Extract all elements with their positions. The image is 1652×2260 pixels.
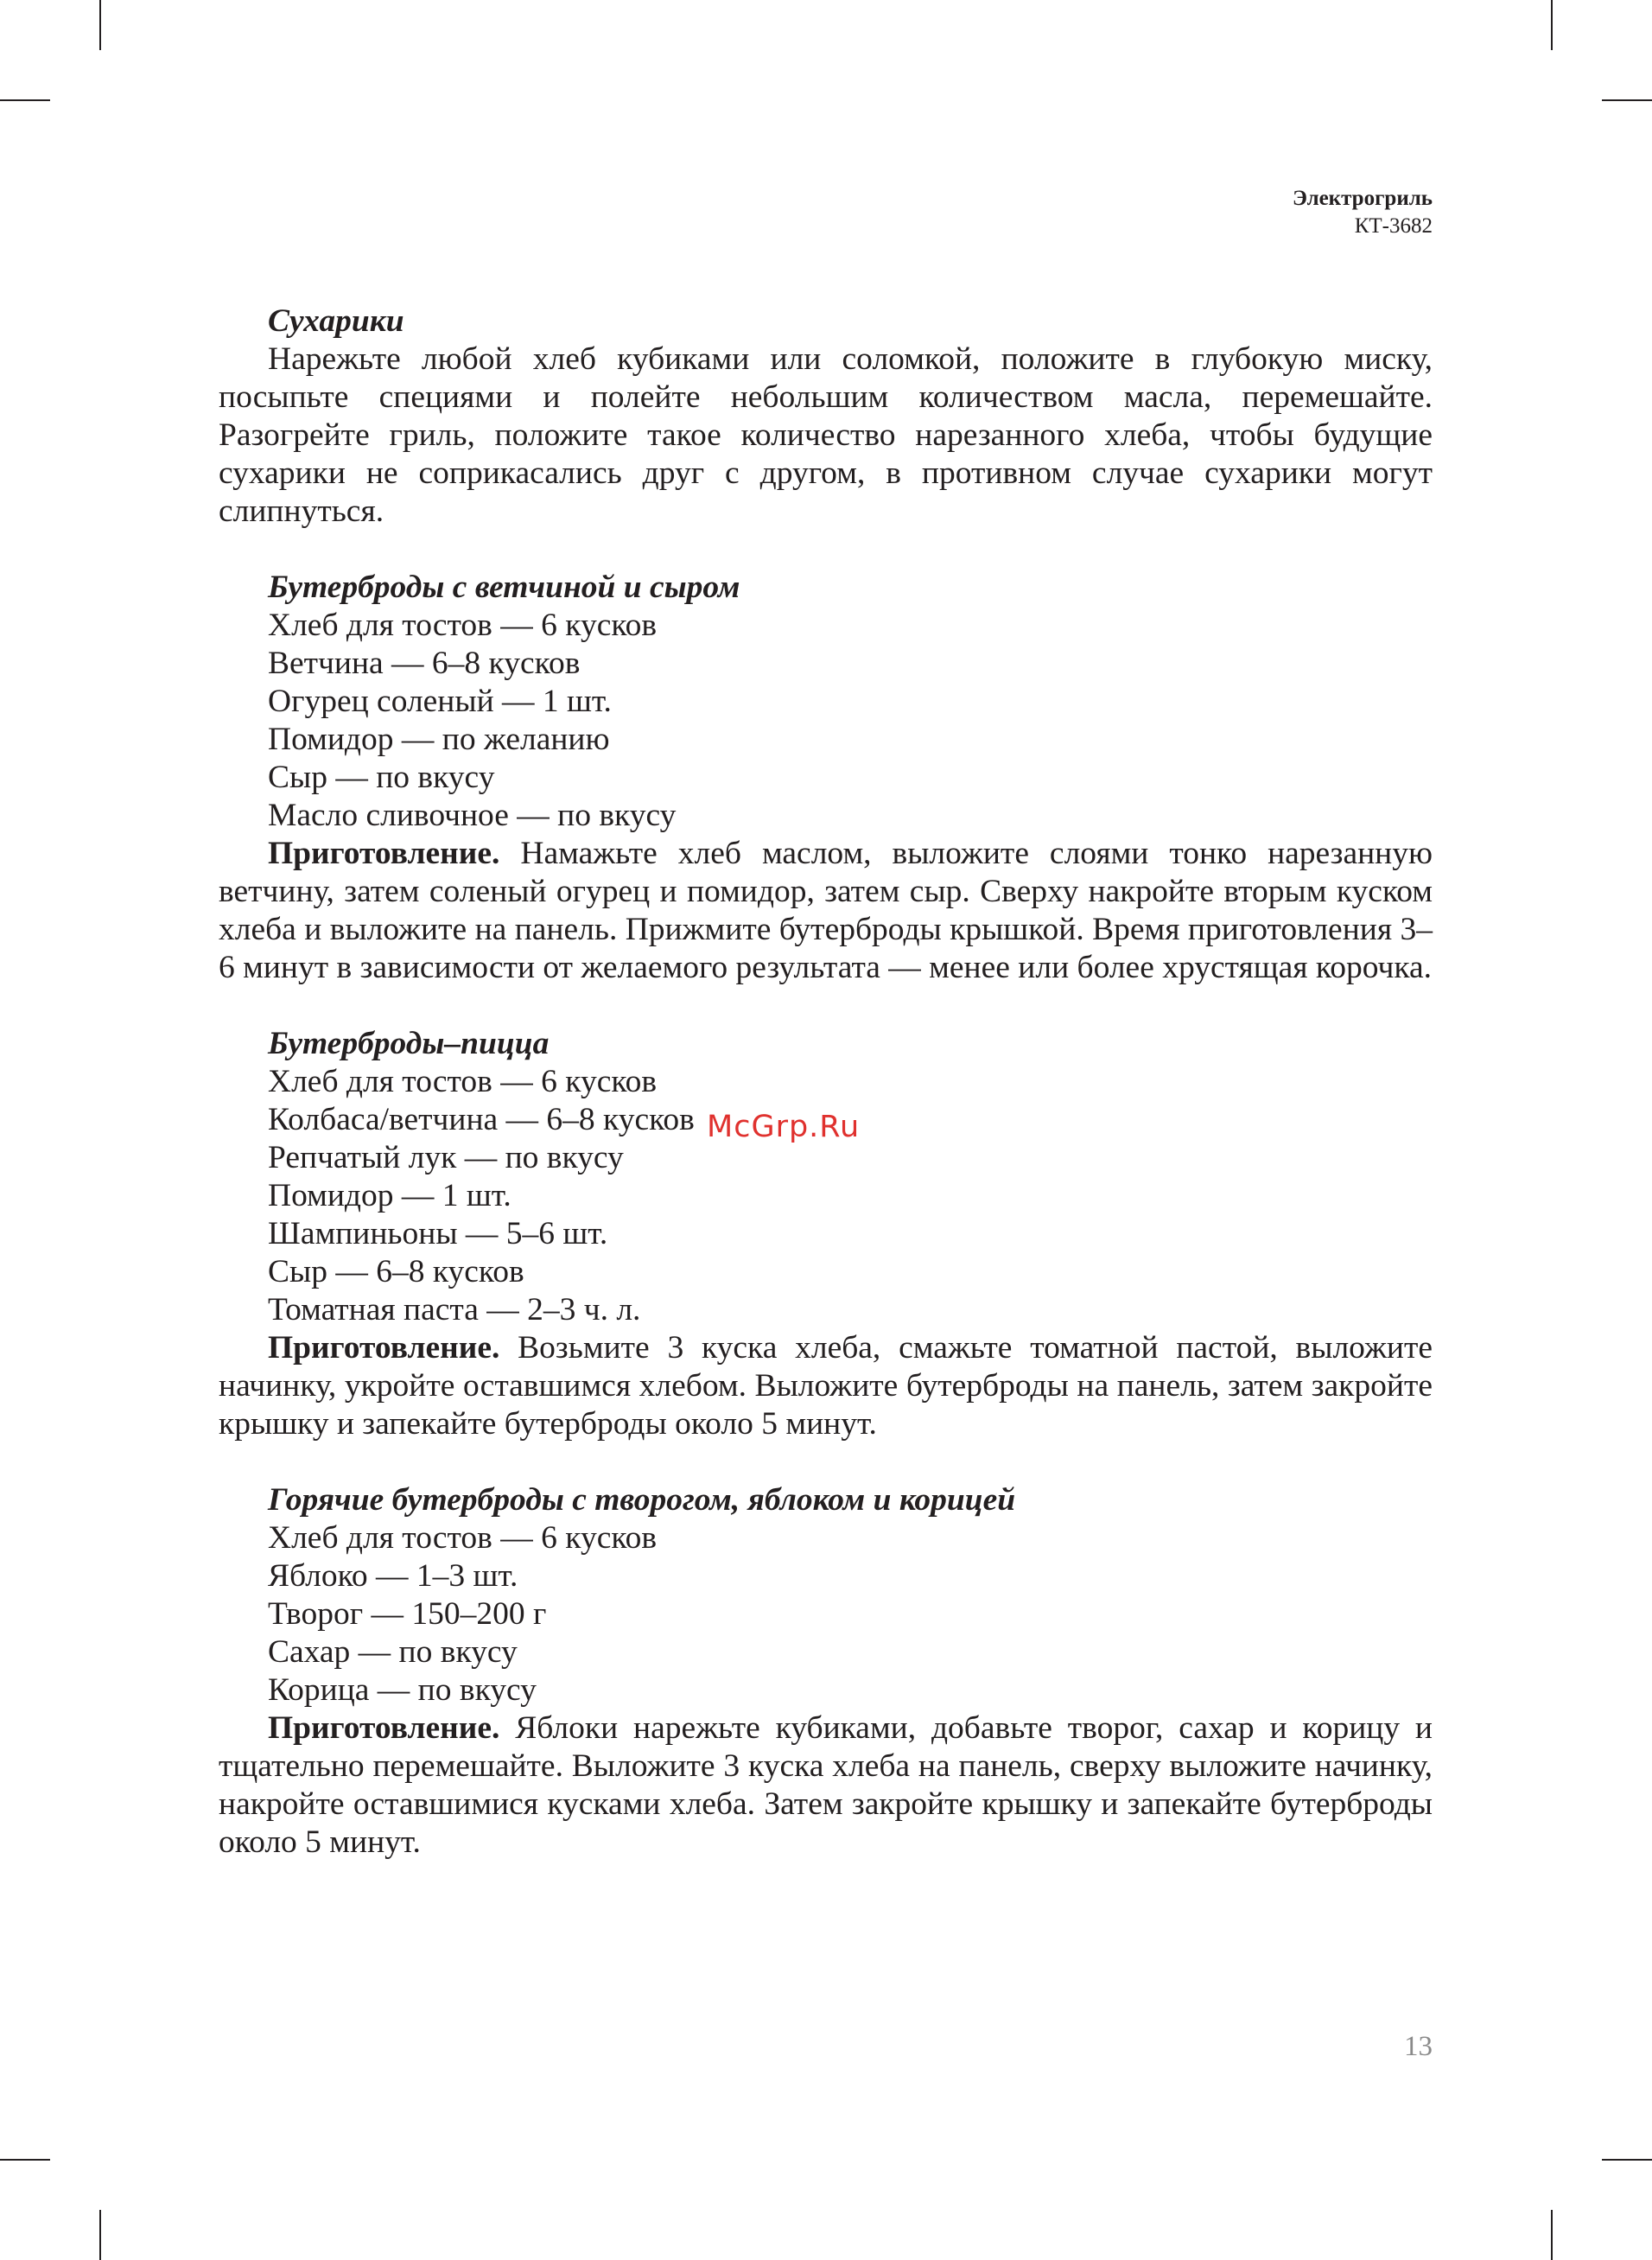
- ingredient-item: Творог — 150–200 г: [268, 1596, 547, 1632]
- ingredient-item: Помидор — 1 шт.: [268, 1178, 511, 1213]
- recipe-title: Горячие бутерброды с творогом, яблоком и корицей: [268, 1482, 1016, 1518]
- ingredient-list: [219, 1063, 1433, 1329]
- page-number: 13: [1404, 2031, 1433, 2062]
- recipe-title: Бутерброды с ветчиной и сыром: [268, 570, 740, 605]
- recipe-hot-cottage-cheese-sandwiches: [219, 1481, 1433, 1862]
- header-model: КТ-3682: [1354, 214, 1433, 238]
- ingredient-item: Хлеб для тостов — 6 кусков: [268, 608, 658, 643]
- ingredient-item: Огурец соленый — 1 шт.: [268, 684, 612, 719]
- ingredient-item: Сыр — по вкусу: [268, 760, 495, 795]
- ingredient-list: [219, 1519, 1433, 1709]
- preparation-body: Возьмите 3 куска хлеба, смажьте томатной пастой, выложите начинку, укройте оставшимся хлебом. Выложите бутерброды на панель, затем закройте крышку и запекайте бутерброды около 5 минут.: [219, 1330, 1433, 1442]
- crop-mark: [1551, 0, 1553, 50]
- ingredient-item: Колбаса/ветчина — 6–8 кусков: [268, 1102, 695, 1137]
- ingredient-item: Сахар — по вкусу: [268, 1634, 518, 1670]
- ingredient-list: [219, 607, 1433, 835]
- running-header: [1293, 185, 1433, 240]
- preparation-text: [219, 835, 1433, 987]
- preparation-label: Приготовление.: [268, 1330, 500, 1366]
- ingredient-item: Масло сливочное — по вкусу: [268, 798, 677, 833]
- header-title: Электрогриль: [1292, 187, 1433, 210]
- page-content: [219, 302, 1433, 1900]
- ingredient-item: Хлеб для тостов — 6 кусков: [268, 1520, 658, 1556]
- preparation-body: Намажьте хлеб маслом, выложите слоями тонко нарезанную ветчину, затем соленый огурец и помидор, затем сыр. Сверху накройте вторым куском хлеба и выложите на панель. Прижмите бутерброды крышкой. Время приготовления 3–6 минут в зависимости от желаемого результата — менее или более хрустящая корочка.: [219, 836, 1433, 985]
- ingredient-item: Хлеб для тостов — 6 кусков: [268, 1064, 658, 1099]
- crop-mark: [1551, 2210, 1553, 2260]
- ingredient-item: Яблоко — 1–3 шт.: [268, 1558, 518, 1594]
- recipe-croutons: [219, 302, 1433, 531]
- preparation-label: Приготовление.: [268, 836, 500, 871]
- ingredient-item: Томатная паста — 2–3 ч. л.: [268, 1292, 641, 1327]
- recipe-title: Бутерброды–пицца: [268, 1026, 550, 1061]
- recipe-pizza-sandwiches: [219, 1025, 1433, 1443]
- ingredient-item: Репчатый лук — по вкусу: [268, 1140, 624, 1175]
- recipe-ham-cheese-sandwiches: [219, 569, 1433, 987]
- ingredient-item: Помидор — по желанию: [268, 722, 610, 757]
- ingredient-item: Шампиньоны — 5–6 шт.: [268, 1216, 608, 1251]
- crop-mark: [99, 0, 101, 50]
- preparation-text: [219, 1709, 1433, 1862]
- recipe-title: Сухарики: [268, 303, 404, 339]
- crop-mark: [0, 99, 50, 101]
- recipe-text: Нарежьте любой хлеб кубиками или соломкой, положите в глубокую миску, посыпьте специями и полейте небольшим количеством масла, перемешайте. Разогрейте гриль, положите такое количество нарезанного хлеба, чтобы будущие сухарики не соприкасались друг с другом, в противном случае сухарики могут слипнуться.: [219, 341, 1433, 529]
- ingredient-item: Сыр — 6–8 кусков: [268, 1254, 524, 1289]
- ingredient-item: Корица — по вкусу: [268, 1672, 537, 1708]
- preparation-text: [219, 1329, 1433, 1443]
- crop-mark: [99, 2210, 101, 2260]
- crop-mark: [1602, 2159, 1652, 2161]
- preparation-body: Яблоки нарежьте кубиками, добавьте творог, сахар и корицу и тщательно перемешайте. Выложите 3 куска хлеба на панель, сверху выложите начинку, накройте оставшимися кусками хлеба. Затем закройте крышку и запекайте бутерброды около 5 минут.: [219, 1710, 1433, 1860]
- preparation-label: Приготовление.: [268, 1710, 500, 1746]
- ingredient-item: Ветчина — 6–8 кусков: [268, 646, 581, 681]
- watermark: McGrp.Ru: [707, 1110, 861, 1144]
- crop-mark: [0, 2159, 50, 2161]
- crop-mark: [1602, 99, 1652, 101]
